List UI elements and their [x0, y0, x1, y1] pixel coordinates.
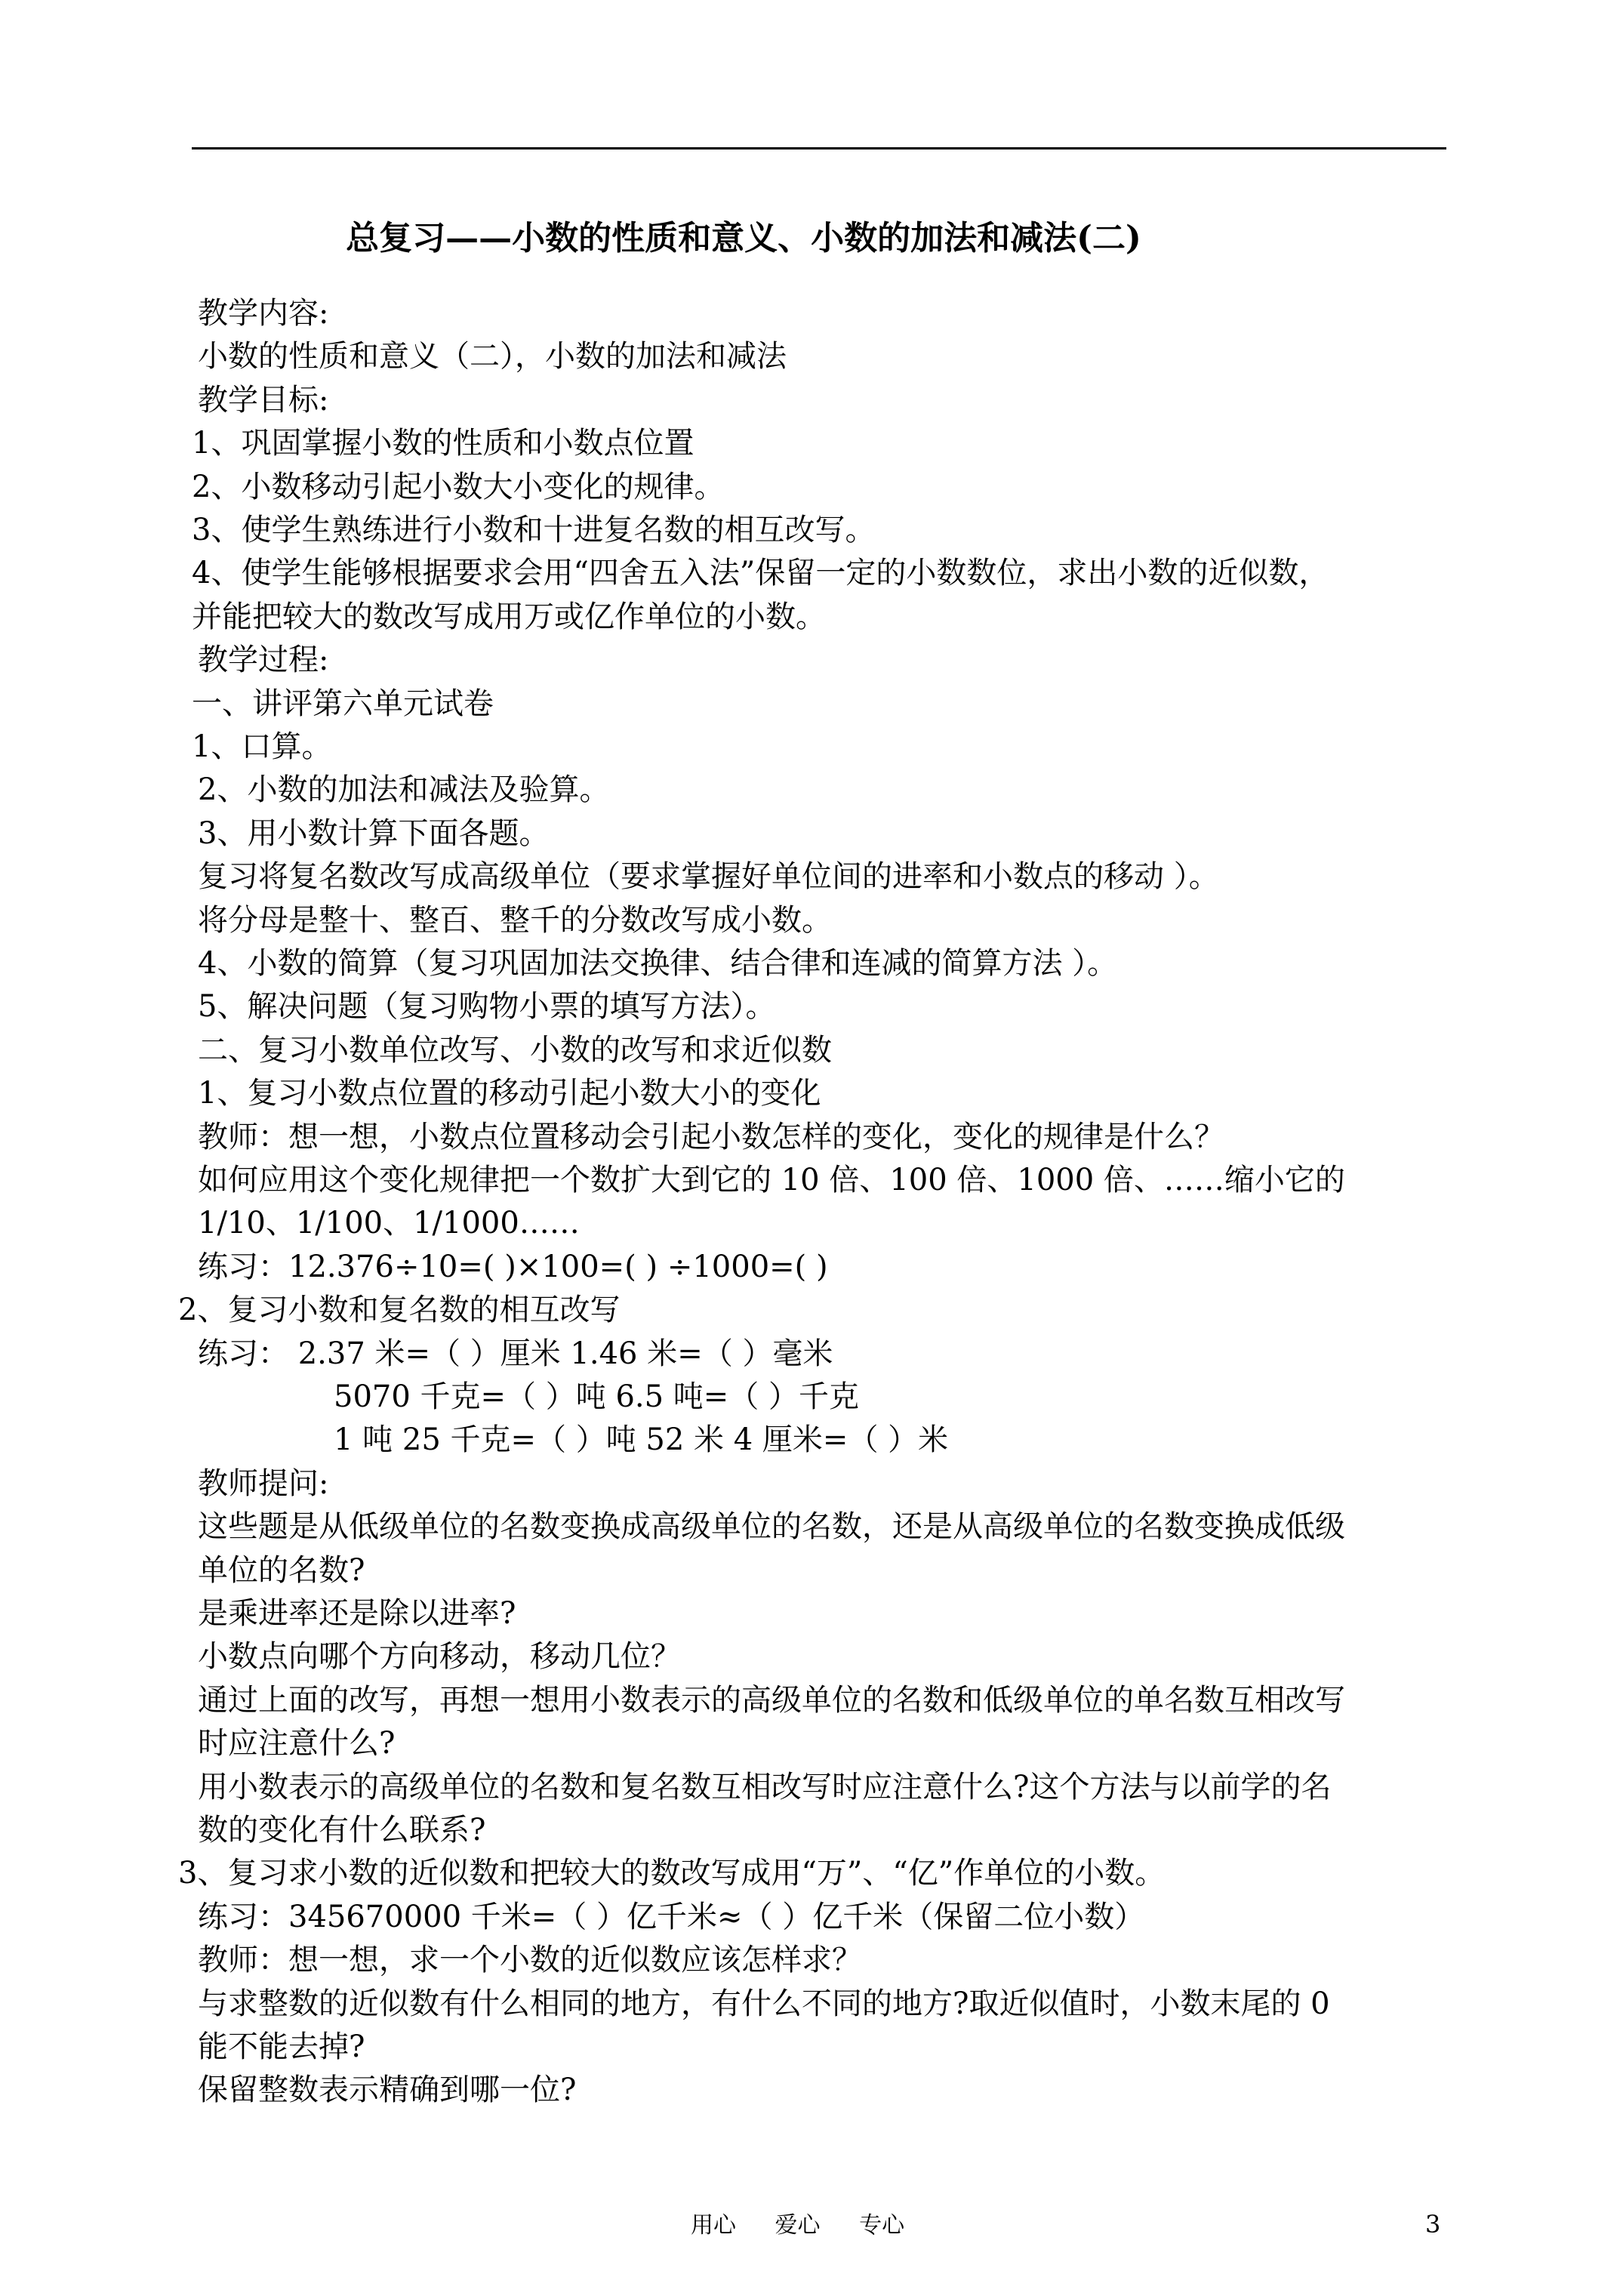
- text-line: 教师：想一想，小数点位置移动会引起小数怎样的变化，变化的规律是什么？: [198, 1120, 1224, 1154]
- text-line: 一、讲评第六单元试卷: [192, 686, 494, 721]
- text-line: 是乘进率还是除以进率?: [198, 1596, 516, 1631]
- text-line: 1、口算。: [192, 729, 332, 764]
- text-line: 教学过程:: [198, 643, 329, 677]
- text-line: 能不能去掉?: [198, 2029, 365, 2064]
- text-line: 练习：12.376÷10=( )×100=( ) ÷1000=( ): [198, 1250, 828, 1284]
- text-line: 与求整数的近似数有什么相同的地方，有什么不同的地方?取近似值时，小数末尾的 0: [198, 1986, 1330, 2021]
- page-number: 3: [1425, 2210, 1441, 2239]
- text-line: 数的变化有什么联系?: [198, 1813, 486, 1848]
- text-line: 如何应用这个变化规律把一个数扩大到它的 10 倍、100 倍、1000 倍、……缩小它的: [198, 1163, 1345, 1197]
- text-line: 练习： 2.37 米=（ ）厘米 1.46 米=（ ）毫米: [198, 1336, 833, 1371]
- footer-word: 爱心: [775, 2212, 821, 2239]
- text-line: 保留整数表示精确到哪一位?: [198, 2073, 577, 2107]
- text-line: 5070 千克=（ ）吨 6.5 吨=（ ）千克: [334, 1379, 860, 1414]
- text-line: 二、复习小数单位改写、小数的改写和求近似数: [198, 1033, 832, 1068]
- header-rule: [192, 147, 1446, 149]
- text-line: 2、小数移动引起小数大小变化的规律。: [192, 470, 725, 504]
- text-line: 通过上面的改写，再想一想用小数表示的高级单位的名数和低级单位的单名数互相改写: [198, 1683, 1345, 1718]
- text-line: 时应注意什么?: [198, 1726, 396, 1761]
- text-line: 1 吨 25 千克=（ ）吨 52 米 4 厘米=（ ）米: [334, 1422, 949, 1457]
- text-line: 单位的名数?: [198, 1553, 365, 1588]
- text-line: 这些题是从低级单位的名数变换成高级单位的名数，还是从高级单位的名数变换成低级: [198, 1509, 1345, 1544]
- text-line: 1/10、1/100、1/1000……: [198, 1206, 580, 1240]
- text-line: 教学目标:: [198, 383, 329, 418]
- text-line: 将分母是整十、整百、整千的分数改写成小数。: [198, 903, 832, 938]
- text-line: 教师提问:: [198, 1466, 329, 1501]
- text-line: 4、使学生能够根据要求会用“四舍五入法”保留一定的小数数位，求出小数的近似数，: [192, 556, 1329, 590]
- text-line: 2、小数的加法和减法及验算。: [198, 772, 610, 807]
- text-line: 2、复习小数和复名数的相互改写: [178, 1293, 621, 1327]
- text-line: 用小数表示的高级单位的名数和复名数互相改写时应注意什么?这个方法与以前学的名: [198, 1770, 1332, 1804]
- text-line: 1、巩固掌握小数的性质和小数点位置: [192, 426, 694, 461]
- text-line: 小数点向哪个方向移动，移动几位？: [198, 1639, 681, 1674]
- text-line: 4、小数的简算（复习巩固加法交换律、结合律和连减的简算方法 ）。: [198, 946, 1118, 981]
- text-line: 1、复习小数点位置的移动引起小数大小的变化: [198, 1076, 821, 1111]
- text-line: 3、用小数计算下面各题。: [198, 816, 550, 851]
- footer-text: [691, 2211, 904, 2241]
- footer-word: 专心: [859, 2212, 905, 2239]
- text-line: 3、使学生熟练进行小数和十进复名数的相互改写。: [192, 513, 876, 547]
- text-line: 教学内容:: [198, 296, 329, 331]
- footer-word: 用心: [691, 2212, 736, 2239]
- text-line: 复习将复名数改写成高级单位（要求掌握好单位间的进率和小数点的移动 ）。: [198, 859, 1219, 894]
- text-line: 教师：想一想，求一个小数的近似数应该怎样求？: [198, 1943, 862, 1977]
- text-line: 3、复习求小数的近似数和把较大的数改写成用“万”、“亿”作单位的小数。: [178, 1856, 1166, 1891]
- page-title: 总复习——小数的性质和意义、小数的加法和减法(二): [346, 219, 1141, 257]
- text-line: 小数的性质和意义（二），小数的加法和减法: [198, 339, 787, 374]
- text-line: 并能把较大的数改写成用万或亿作单位的小数。: [192, 599, 826, 634]
- text-line: 练习：345670000 千米=（ ）亿千米≈（ ）亿千米（保留二位小数）: [198, 1900, 1145, 1934]
- text-line: 5、解决问题（复习购物小票的填写方法）。: [198, 989, 776, 1024]
